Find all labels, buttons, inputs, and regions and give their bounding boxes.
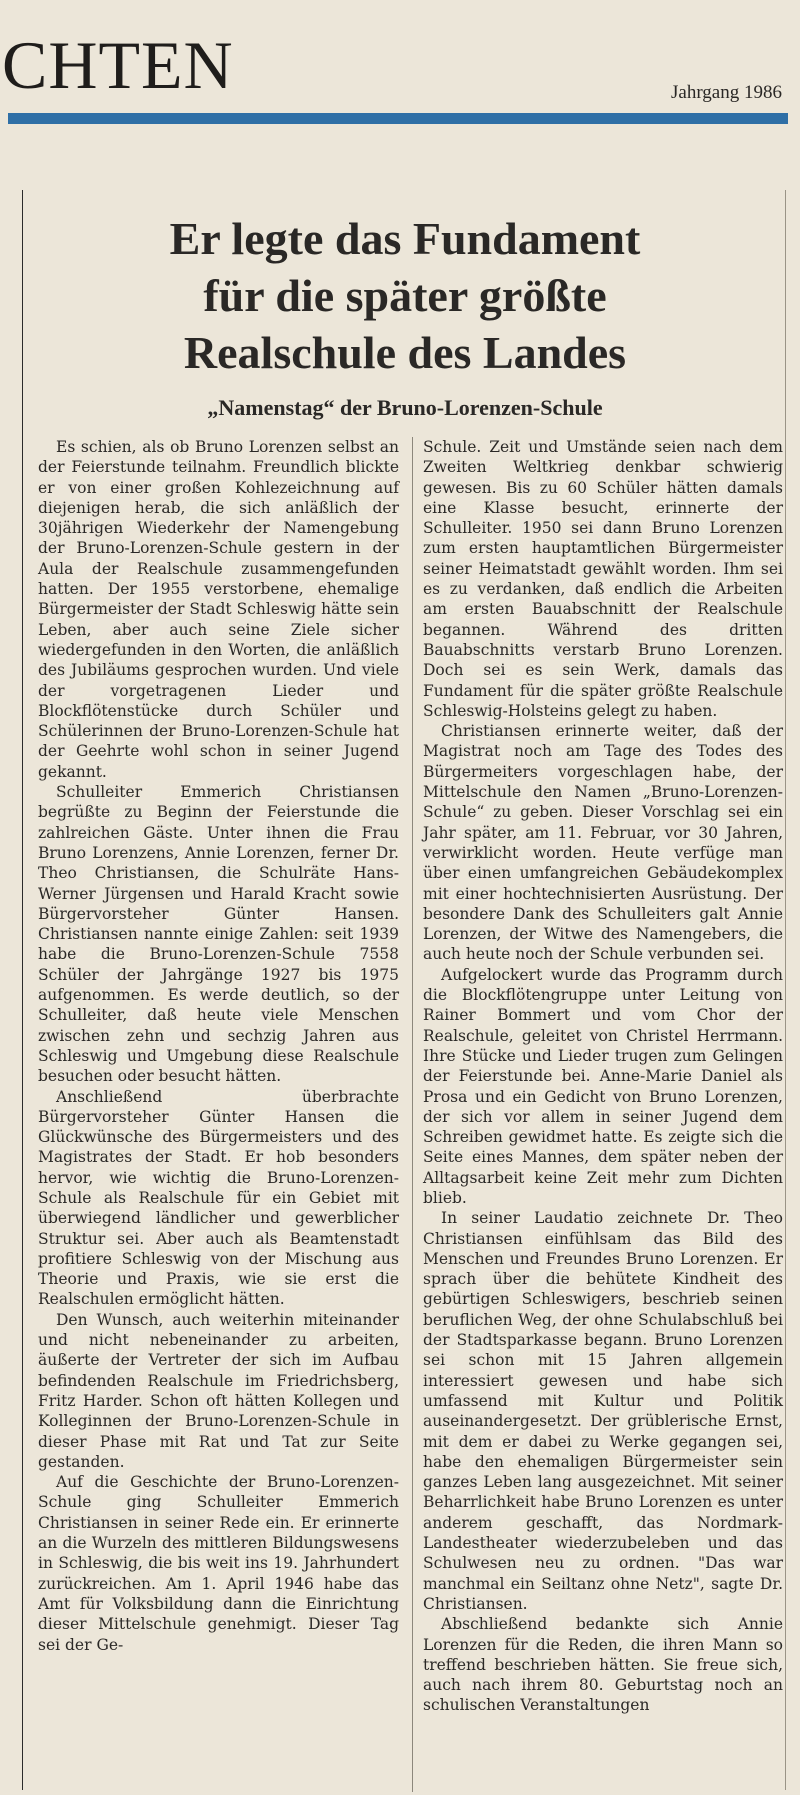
- article-headline: [30, 210, 780, 381]
- article-column-1: [38, 437, 399, 1655]
- blue-divider: [8, 113, 788, 124]
- masthead: [0, 20, 800, 105]
- paragraph: Anschließend überbrachte Bürgervorsteher Günter Hansen die Glückwünsche des Bürgermeisters und des Magistrates der Stadt. Er hob besonders hervor, wie wichtig die Bruno-Lorenzen-Schule als Realschule für ein Gebiet mit überwiegend ländlicher und gewerblicher Struktur sei. Aber auch als Beamtenstadt profitiere Schleswig von der Mischung aus Theorie und Praxis, wie sie erst die Realschulen ermöglicht hätten.: [38, 1087, 399, 1309]
- headline-line-3: Realschule des Landes: [183, 327, 627, 378]
- paragraph: In seiner Laudatio zeichnete Dr. Theo Christiansen einfühlsam das Bild des Menschen und Freundes Bruno Lorenzen. Er sprach über die behütete Kindheit des gebürtigen Schleswigers, beschrieb seinen beruflichen Weg, der ohne Schulabschluß bei der Stadtsparkasse begann. Bruno Lorenzen sei schon mit 15 Jahren allgemein interessiert gewesen und habe sich umfassend mit Kultur und Politik auseinandergesetzt. Der grüblerische Ernst, mit dem er dabei zu Werke gegangen sei, habe den ehemaligen Bürgermeister sein ganzes Leben lang ausgezeichnet. Mit seiner Beharrlichkeit habe Bruno Lorenzen es unter anderem geschafft, das Nordmark-Landestheater wiederzubeleben und das Schulwesen neu zu ordnen. "Das war manchmal ein Seiltanz ohne Netz", sagte Dr. Christiansen.: [423, 1209, 783, 1613]
- left-margin-rule: [22, 190, 23, 1790]
- headline-line-1: Er legte das Fundament: [169, 213, 641, 264]
- column-divider: [412, 437, 413, 1792]
- headline-line-2: für die später größte: [203, 270, 607, 321]
- paragraph: Auf die Geschichte der Bruno-Lorenzen-Schule ging Schulleiter Emmerich Christiansen in seiner Rede ein. Er erinnerte an die Wurzeln des mittleren Bildungswesens in Schleswig, die bis weit ins 19. Jahrhundert zurückreichen. Am 1. April 1946 habe das Amt für Volksbildung dann die Einrichtung dieser Mittelschule genehmigt. Dieser Tag sei der Ge-: [38, 1473, 399, 1654]
- paragraph: Es schien, als ob Bruno Lorenzen selbst an der Feierstunde teilnahm. Freundlich blickte er von einer großen Kohlezeichnung auf diejenigen herab, die sich anläßlich der 30jährigen Wiederkehr der Namengebung der Bruno-Lorenzen-Schule gestern in der Aula der Realschule zusammengefunden hatten. Der 1955 verstorbene, ehemalige Bürgermeister der Stadt Schleswig hätte sein Leben, aber auch seine Ziele sicher wiedergefunden in den Worten, die anläßlich des Jubiläums gesprochen wurden. Und viele der vorgetragenen Lieder und Blockflötenstücke durch Schüler und Schülerinnen der Bruno-Lorenzen-Schule hat der Geehrte wohl schon in seiner Jugend gekannt.: [38, 438, 399, 781]
- article-subheadline: „Namenstag“ der Bruno-Lorenzen-Schule: [207, 395, 603, 420]
- article-column-2: [423, 437, 783, 1716]
- year-label: Jahrgang 1986: [671, 82, 782, 103]
- paragraph: Abschließend bedankte sich Annie Lorenzen für die Reden, die ihren Mann so treffend beschrieben hätten. Sie freue sich, auch nach ihrem 80. Geburtstag noch an schulischen Veranstaltungen: [423, 1615, 783, 1715]
- paragraph: Schule. Zeit und Umstände seien nach dem Zweiten Weltkrieg denkbar schwierig gewesen. Bis zu 60 Schüler hätten damals eine Klasse besucht, erinnerte der Schulleiter. 1950 sei dann Bruno Lorenzen zum ersten hauptamtlichen Bürgermeister seiner Heimatstadt gewählt worden. Ihm sei es zu verdanken, daß endlich die Arbeiten am ersten Bauabschnitt der Realschule begannen. Während des dritten Bauabschnitts verstarb Bruno Lorenzen. Doch sei es sein Werk, damals das Fundament für die später größte Realschule Schleswig-Holsteins gelegt zu haben.: [423, 438, 783, 720]
- right-margin-rule: [785, 190, 786, 1790]
- paragraph: Den Wunsch, auch weiterhin miteinander und nicht nebeneinander zu arbeiten, äußerte der Vertreter der sich im Aufbau befindenden Realschule im Friedrichsberg, Fritz Harder. Schon oft hätten Kollegen und Kolleginnen der Bruno-Lorenzen-Schule in dieser Phase mit Rat und Tat zur Seite gestanden.: [38, 1310, 399, 1471]
- paragraph: Aufgelockert wurde das Programm durch die Blockflötengruppe unter Leitung von Rainer Bommert und vom Chor der Realschule, geleitet von Christel Herrmann. Ihre Stücke und Lieder trugen zum Gelingen der Feierstunde bei. Anne-Marie Daniel als Prosa und ein Gedicht von Bruno Lorenzen, der sich vor allem in seiner Jugend dem Schreiben gewidmet hatte. Es zeigte sich die Seite eines Mannes, dem später neben der Alltagsarbeit keine Zeit mehr zum Dichten blieb.: [423, 965, 783, 1207]
- section-title-fragment: CHTEN: [2, 27, 234, 103]
- paragraph: Schulleiter Emmerich Christiansen begrüßte zu Beginn der Feierstunde die zahlreichen Gäste. Unter ihnen die Frau Bruno Lorenzens, Annie Lorenzen, ferner Dr. Theo Christiansen, die Schulräte Hans-Werner Jürgensen und Harald Kracht sowie Bürgervorsteher Günter Hansen. Christiansen nannte einige Zahlen: seit 1939 habe die Bruno-Lorenzen-Schule 7558 Schüler der Jahrgänge 1927 bis 1975 aufgenommen. Es werde deutlich, so der Schulleiter, daß heute viele Menschen zwischen zehn und sechzig Jahren aus Schleswig und Umgebung diese Realschule besuchen oder besucht hätten.: [38, 783, 399, 1086]
- paragraph: Christiansen erinnerte weiter, daß der Magistrat noch am Tage des Todes des Bürgermeiters vorgeschlagen habe, der Mittelschule den Namen „Bruno-Lorenzen-Schule“ zu geben. Dieser Vorschlag sei ein Jahr später, am 11. Februar, vor 30 Jahren, verwirklicht worden. Heute verfüge man über einen umfangreichen Gebäudekomplex mit einer hochtechnisierten Ausrüstung. Der besondere Dank des Schulleiters galt Annie Lorenzen, der Witwe des Namengebers, die auch heute noch der Schule verbunden sei.: [423, 722, 783, 964]
